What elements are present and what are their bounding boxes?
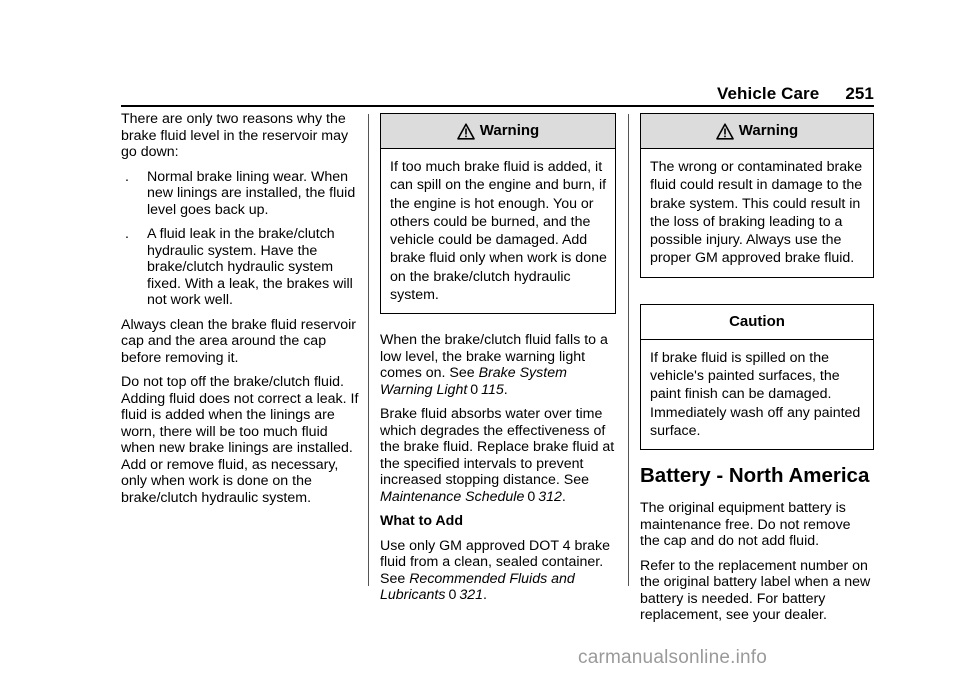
bullet-text: Normal brake lining wear. When new linings are installed, the fluid level goes back up.: [147, 168, 356, 218]
paragraph: Always clean the brake fluid reservoir cap and the area around the cap before removing it.: [121, 316, 356, 366]
intro-paragraph: There are only two reasons why the brake fluid level in the reservoir may go down:: [121, 111, 349, 160]
warning-title: Warning: [738, 121, 799, 139]
list-item: [121, 226, 359, 309]
cross-reference-link[interactable]: Brake System Warning Light: [380, 365, 567, 398]
paragraph: Do not top off the brake/clutch fluid. Adding fluid does not correct a leak. If fluid is added when the linings are worn, there will be too much fluid when new brake linings are installed. Add or remove fluid, as necessary, only when work is done on the brake/clutch hydraulic system.: [121, 374, 359, 506]
cross-reference-link[interactable]: Maintenance Schedule: [380, 488, 525, 505]
column-1: [121, 111, 359, 514]
section-heading: Battery - North America: [640, 464, 870, 488]
cross-reference-link[interactable]: Recommended Fluids and Lubricants: [380, 570, 575, 604]
warning-box: [640, 113, 874, 278]
caution-title: Caution: [729, 312, 785, 330]
punctuation: .: [503, 381, 508, 398]
warning-text: The wrong or contaminated brake fluid could result in damage to the brake system. This could result in the loss of braking leading to a possible injury. Always use the proper GM approved brake fluid.: [650, 159, 863, 267]
warning-triangle-icon: [457, 123, 475, 140]
warning-header: [381, 114, 615, 149]
bullet-text: A fluid leak in the brake/clutch hydraulic system. Have the brake/clutch hydraulic system fixed. With a leak, the brakes will not work well.: [147, 226, 353, 308]
subheading: What to Add: [380, 513, 463, 530]
page-ref-icon: 0: [470, 381, 479, 398]
paragraph-text: Use only GM approved DOT 4 brake fluid from a clean, sealed container. See: [380, 537, 610, 587]
warning-title: Warning: [479, 121, 540, 139]
page-ref-icon: 0: [527, 488, 536, 505]
paragraph: Refer to the replacement number on the original battery label when a new battery is needed. For battery replacement, see your dealer.: [640, 557, 871, 624]
caution-box: [640, 304, 874, 450]
watermark: carmanualsonline.info: [578, 647, 768, 668]
punctuation: .: [483, 587, 487, 604]
column-divider-1: [368, 114, 369, 586]
paragraph: [380, 406, 616, 505]
page-ref-number[interactable]: 312: [538, 488, 562, 505]
warning-box: [380, 113, 616, 314]
list-item: [121, 169, 359, 219]
paragraph-text: When the brake/clutch fluid falls to a low level, the brake warning light comes on. See: [380, 332, 608, 382]
warning-triangle-icon: [716, 123, 734, 140]
paragraph: The original equipment battery is maintenance free. Do not remove the cap and do not add fluid.: [640, 500, 851, 550]
paragraph: [380, 538, 616, 604]
paragraph-text: Brake fluid absorbs water over time which degrades the effectiveness of the brake fluid. Replace brake fluid at the specified intervals to prevent increased stopping distance. See: [380, 406, 615, 489]
column-3: [640, 113, 874, 632]
column-divider-2: [628, 114, 629, 586]
header-rule: [121, 105, 874, 107]
bullet-marker: .: [125, 226, 129, 242]
page-ref-number[interactable]: 115: [481, 381, 504, 398]
warning-header: [641, 114, 873, 149]
caution-header: [641, 305, 873, 340]
warning-text: If too much brake fluid is added, it can spill on the engine and burn, if the engine is hot enough. You or others could be burned, and the vehicle could be damaged. Add brake fluid only when work is done on the brake/clutch hydraulic system.: [390, 159, 607, 304]
bullet-marker: .: [125, 168, 129, 185]
section-title: Vehicle Care: [717, 84, 820, 103]
paragraph: [380, 332, 616, 398]
caution-text: If brake fluid is spilled on the vehicle's painted surfaces, the paint finish can be damaged. Immediately wash off any painted surface.: [650, 349, 861, 439]
punctuation: .: [561, 488, 566, 505]
page-ref-icon: 0: [448, 587, 457, 604]
page-ref-number[interactable]: 321: [459, 587, 484, 604]
page-number: 251: [845, 84, 874, 103]
page-header: [717, 84, 874, 104]
column-2: [380, 113, 616, 612]
